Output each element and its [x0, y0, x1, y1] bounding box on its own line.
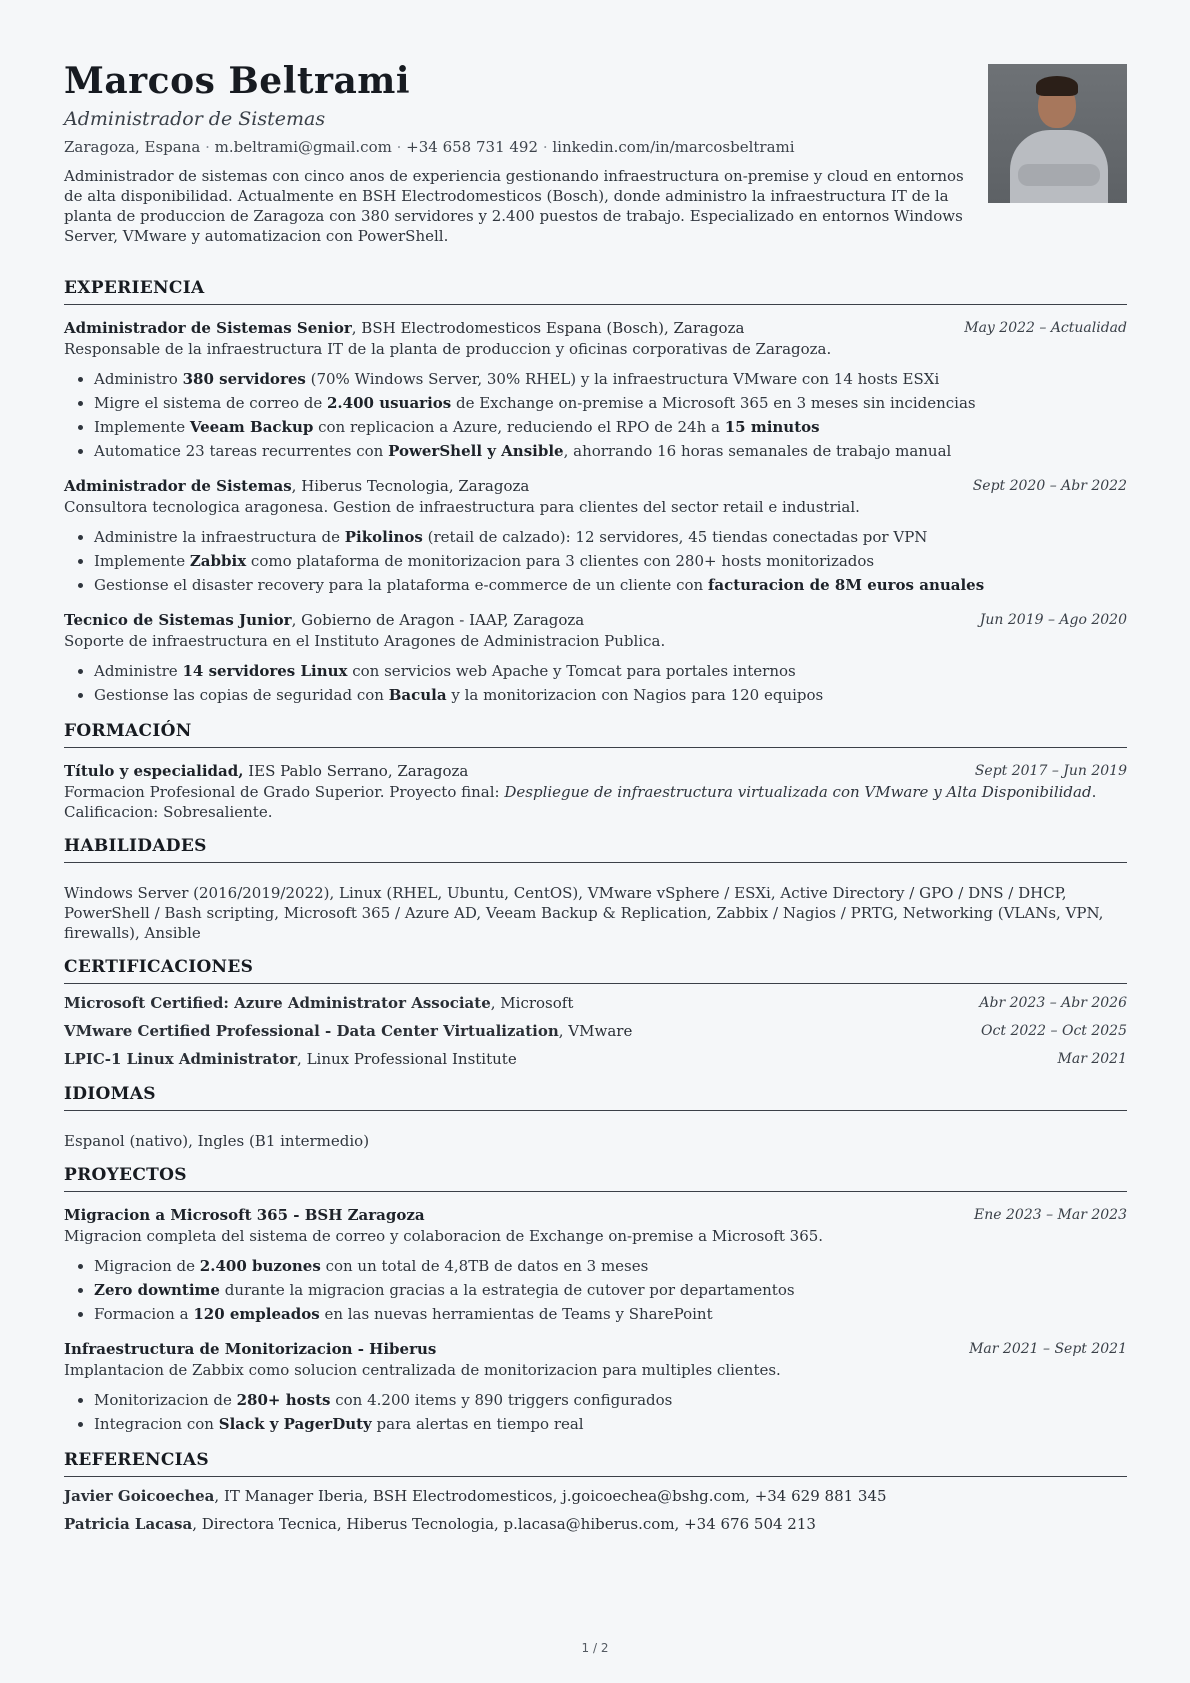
photo-hair-shape — [1036, 76, 1078, 96]
experience-org: , Gobierno de Aragon - IAAP, Zaragoza — [291, 611, 585, 629]
project-bullets — [64, 1388, 1127, 1436]
bullet-text: con servicios web Apache y Tomcat para portales internos — [347, 662, 796, 680]
profile-summary: Administrador de sistemas con cinco anos de experiencia gestionando infraestructura on-premise y cloud en entornos de alta disponibilidad. Actualmente en BSH Electrodomesticos (Bosch), donde administro la infraestructura IT de la planta de produccion de Zaragoza con 380 servidores y 2.400 puestos de trabajo. Especializado en entornos Windows Server, VMware y automatizacion con PowerShell. — [64, 167, 964, 245]
section-title-references: REFERENCIAS — [64, 1450, 1127, 1477]
reference-detail: , Directora Tecnica, Hiberus Tecnologia, p.lacasa@hiberus.com, +34 676 504 213 — [192, 1515, 816, 1533]
bullet-item — [94, 391, 1127, 415]
education-section — [64, 721, 1127, 822]
bullet-item — [94, 439, 1127, 463]
education-desc-pre: Formacion Profesional de Grado Superior. Proyecto final: — [64, 783, 505, 801]
certification-name: Microsoft Certified: Azure Administrator Associate — [64, 994, 491, 1012]
project-entry — [64, 1204, 1127, 1326]
section-title-projects: PROYECTOS — [64, 1165, 1127, 1192]
education-desc — [64, 782, 1127, 822]
experience-list — [64, 317, 1127, 707]
experience-org: , Hiberus Tecnologia, Zaragoza — [291, 477, 530, 495]
linkedin-link[interactable]: linkedin.com/in/marcosbeltrami — [552, 138, 795, 156]
candidate-name: Marcos Beltrami — [64, 60, 411, 102]
page-number: 1 / 2 — [581, 1641, 609, 1655]
references-list — [64, 1485, 1127, 1535]
education-date: Sept 2017 – Jun 2019 — [974, 763, 1127, 779]
project-desc: Implantacion de Zabbix como solucion centralizada de monitorizacion para multiples clientes. — [64, 1361, 781, 1379]
bullet-emphasis: Zabbix — [189, 552, 247, 570]
bullet-item — [94, 367, 1127, 391]
project-title: Infraestructura de Monitorizacion - Hiberus — [64, 1340, 437, 1358]
experience-date: Sept 2020 – Abr 2022 — [972, 478, 1127, 494]
project-desc: Migracion completa del sistema de correo y colaboracion de Exchange on-premise a Microsoft 365. — [64, 1227, 824, 1245]
certification-name: LPIC-1 Linux Administrator — [64, 1050, 298, 1068]
resume-header — [64, 60, 964, 246]
project-entry — [64, 1338, 1127, 1436]
bullet-text: Administre la infraestructura de — [94, 528, 345, 546]
experience-desc: Soporte de infraestructura en el Instituto Aragones de Administracion Publica. — [64, 632, 666, 650]
reference-detail: , IT Manager Iberia, BSH Electrodomesticos, j.goicoechea@bshg.com, +34 629 881 345 — [214, 1487, 887, 1505]
certification-date: Mar 2021 — [1057, 1051, 1127, 1067]
email[interactable]: m.beltrami@gmail.com — [214, 138, 392, 156]
bullet-emphasis: 14 servidores Linux — [182, 662, 348, 680]
reference-item — [64, 1485, 1127, 1507]
photo-arms-shape — [1018, 164, 1100, 186]
bullet-emphasis: 380 servidores — [182, 370, 306, 388]
experience-bullets — [64, 525, 1127, 597]
bullet-item — [94, 415, 1127, 439]
bullet-item — [94, 659, 1127, 683]
section-title-languages: IDIOMAS — [64, 1084, 1127, 1111]
certification-org: , VMware — [558, 1022, 633, 1040]
education-desc-post: . Calificacion: Sobresaliente. — [64, 783, 1097, 821]
experience-org: , BSH Electrodomesticos Espana (Bosch), Zaragoza — [351, 319, 745, 337]
education-entry — [64, 760, 1127, 822]
bullet-text: Administro — [94, 370, 183, 388]
certification-date: Abr 2023 – Abr 2026 — [979, 995, 1127, 1011]
skills-text: Windows Server (2016/2019/2022), Linux (RHEL, Ubuntu, CentOS), VMware vSphere / ESXi, Active Directory / GPO / DNS / DHCP, PowerShell / Bash scripting, Microsoft 365 / Azure AD, Veeam Backup & Replication, Zabbix / Nagios / PRTG, Networking (VLANs, VPN, firewalls), Ansible — [64, 884, 1104, 942]
bullet-emphasis: Pikolinos — [344, 528, 423, 546]
projects-list — [64, 1204, 1127, 1436]
bullet-text: Automatice 23 tareas recurrentes con — [94, 442, 389, 460]
bullet-text: Formacion a — [94, 1305, 194, 1323]
certification-item — [64, 992, 1127, 1014]
certification-name: VMware Certified Professional - Data Center Virtualization — [64, 1022, 559, 1040]
languages-text: Espanol (nativo), Ingles (B1 intermedio) — [64, 1132, 370, 1150]
bullet-text: Monitorizacion de — [94, 1391, 237, 1409]
languages-section — [64, 1084, 1127, 1151]
project-date: Ene 2023 – Mar 2023 — [974, 1207, 1127, 1223]
certification-item — [64, 1020, 1127, 1042]
section-title-education: FORMACIÓN — [64, 721, 1127, 748]
bullet-text: (70% Windows Server, 30% RHEL) y la infraestructura VMware con 14 hosts ESXi — [305, 370, 940, 388]
bullet-text: en las nuevas herramientas de Teams y SharePoint — [319, 1305, 713, 1323]
experience-head — [64, 609, 1127, 631]
profile-photo — [988, 64, 1127, 203]
experience-bullets — [64, 367, 1127, 463]
bullet-text: de Exchange on-premise a Microsoft 365 en 3 meses sin incidencias — [451, 394, 976, 412]
experience-role: Administrador de Sistemas Senior — [64, 319, 352, 337]
certification-date: Oct 2022 – Oct 2025 — [981, 1023, 1127, 1039]
project-title: Migracion a Microsoft 365 - BSH Zaragoza — [64, 1206, 425, 1224]
bullet-emphasis: 15 minutos — [724, 418, 820, 436]
bullet-item — [94, 1388, 1127, 1412]
experience-role: Administrador de Sistemas — [64, 477, 292, 495]
bullet-item — [94, 573, 1127, 597]
bullet-text: Gestionse el disaster recovery para la plataforma e-commerce de un cliente con — [94, 576, 708, 594]
bullet-text: Implemente — [94, 418, 190, 436]
experience-head — [64, 475, 1127, 497]
bullet-text: Migre el sistema de correo de — [94, 394, 327, 412]
section-title-skills: HABILIDADES — [64, 836, 1127, 863]
bullet-emphasis: Veeam Backup — [189, 418, 314, 436]
project-head — [64, 1204, 1127, 1226]
bullet-text: Implemente — [94, 552, 190, 570]
certification-org: , Linux Professional Institute — [297, 1050, 517, 1068]
education-project: Despliegue de infraestructura virtualizada con VMware y Alta Disponibilidad — [504, 783, 1092, 801]
bullet-emphasis: 280+ hosts — [236, 1391, 331, 1409]
bullet-emphasis: facturacion de 8M euros anuales — [707, 576, 985, 594]
certifications-section — [64, 957, 1127, 1070]
bullet-text: Gestionse las copias de seguridad con — [94, 686, 389, 704]
experience-bullets — [64, 659, 1127, 707]
experience-entry — [64, 475, 1127, 597]
education-head — [64, 760, 1127, 782]
experience-role: Tecnico de Sistemas Junior — [64, 611, 292, 629]
job-title: Administrador de Sistemas — [64, 108, 326, 130]
phone: +34 658 731 492 — [406, 138, 539, 156]
references-section — [64, 1450, 1127, 1535]
project-date: Mar 2021 – Sept 2021 — [969, 1341, 1127, 1357]
bullet-text: como plataforma de monitorizacion para 3 clientes con 280+ hosts monitorizados — [246, 552, 875, 570]
reference-item — [64, 1513, 1127, 1535]
experience-entry — [64, 317, 1127, 463]
bullet-emphasis: 2.400 buzones — [199, 1257, 321, 1275]
experience-desc: Responsable de la infraestructura IT de la planta de produccion y oficinas corporativas de Zaragoza. — [64, 340, 832, 358]
section-title-certifications: CERTIFICACIONES — [64, 957, 1127, 984]
bullet-item — [94, 1412, 1127, 1436]
bullet-item — [94, 1278, 1127, 1302]
separator: · — [205, 138, 215, 156]
bullet-emphasis: PowerShell y Ansible — [388, 442, 564, 460]
bullet-text: con un total de 4,8TB de datos en 3 meses — [320, 1257, 649, 1275]
bullet-emphasis: 2.400 usuarios — [327, 394, 452, 412]
bullet-text: Integracion con — [94, 1415, 219, 1433]
certifications-list — [64, 992, 1127, 1070]
reference-name: Patricia Lacasa — [64, 1515, 193, 1533]
experience-date: May 2022 – Actualidad — [964, 320, 1127, 336]
bullet-emphasis: 120 empleados — [193, 1305, 320, 1323]
bullet-emphasis: Bacula — [388, 686, 447, 704]
bullet-text: y la monitorizacion con Nagios para 120 equipos — [446, 686, 824, 704]
experience-section — [64, 278, 1127, 707]
experience-date: Jun 2019 – Ago 2020 — [979, 612, 1127, 628]
certification-org: , Microsoft — [490, 994, 574, 1012]
certification-item — [64, 1048, 1127, 1070]
bullet-text: (retail de calzado): 12 servidores, 45 tiendas conectadas por VPN — [422, 528, 928, 546]
contact-line — [64, 138, 964, 156]
bullet-item — [94, 525, 1127, 549]
separator: · — [396, 138, 407, 156]
bullet-text: Administre — [94, 662, 183, 680]
education-title: Título y especialidad, — [64, 762, 244, 780]
experience-desc: Consultora tecnologica aragonesa. Gestion de infraestructura para clientes del sector retail e industrial. — [64, 498, 860, 516]
separator: · — [542, 138, 553, 156]
bullet-text: con replicacion a Azure, reduciendo el RPO de 24h a — [313, 418, 725, 436]
bullet-emphasis: Zero downtime — [94, 1281, 220, 1299]
bullet-text: Migracion de — [94, 1257, 200, 1275]
education-org: IES Pablo Serrano, Zaragoza — [243, 762, 469, 780]
bullet-emphasis: Slack y PagerDuty — [218, 1415, 372, 1433]
section-title-experience: EXPERIENCIA — [64, 278, 1127, 305]
bullet-item — [94, 549, 1127, 573]
bullet-item — [94, 1254, 1127, 1278]
experience-entry — [64, 609, 1127, 707]
project-head — [64, 1338, 1127, 1360]
resume-content — [64, 278, 1127, 1549]
project-bullets — [64, 1254, 1127, 1326]
bullet-item — [94, 1302, 1127, 1326]
location: Zaragoza, Espana — [64, 138, 201, 156]
bullet-text: para alertas en tiempo real — [371, 1415, 584, 1433]
projects-section — [64, 1165, 1127, 1436]
reference-name: Javier Goicoechea — [64, 1487, 215, 1505]
bullet-item — [94, 683, 1127, 707]
bullet-text: durante la migracion gracias a la estrategia de cutover por departamentos — [219, 1281, 795, 1299]
bullet-text: , ahorrando 16 horas semanales de trabajo manual — [563, 442, 952, 460]
skills-section — [64, 836, 1127, 943]
bullet-text: con 4.200 items y 890 triggers configurados — [330, 1391, 673, 1409]
